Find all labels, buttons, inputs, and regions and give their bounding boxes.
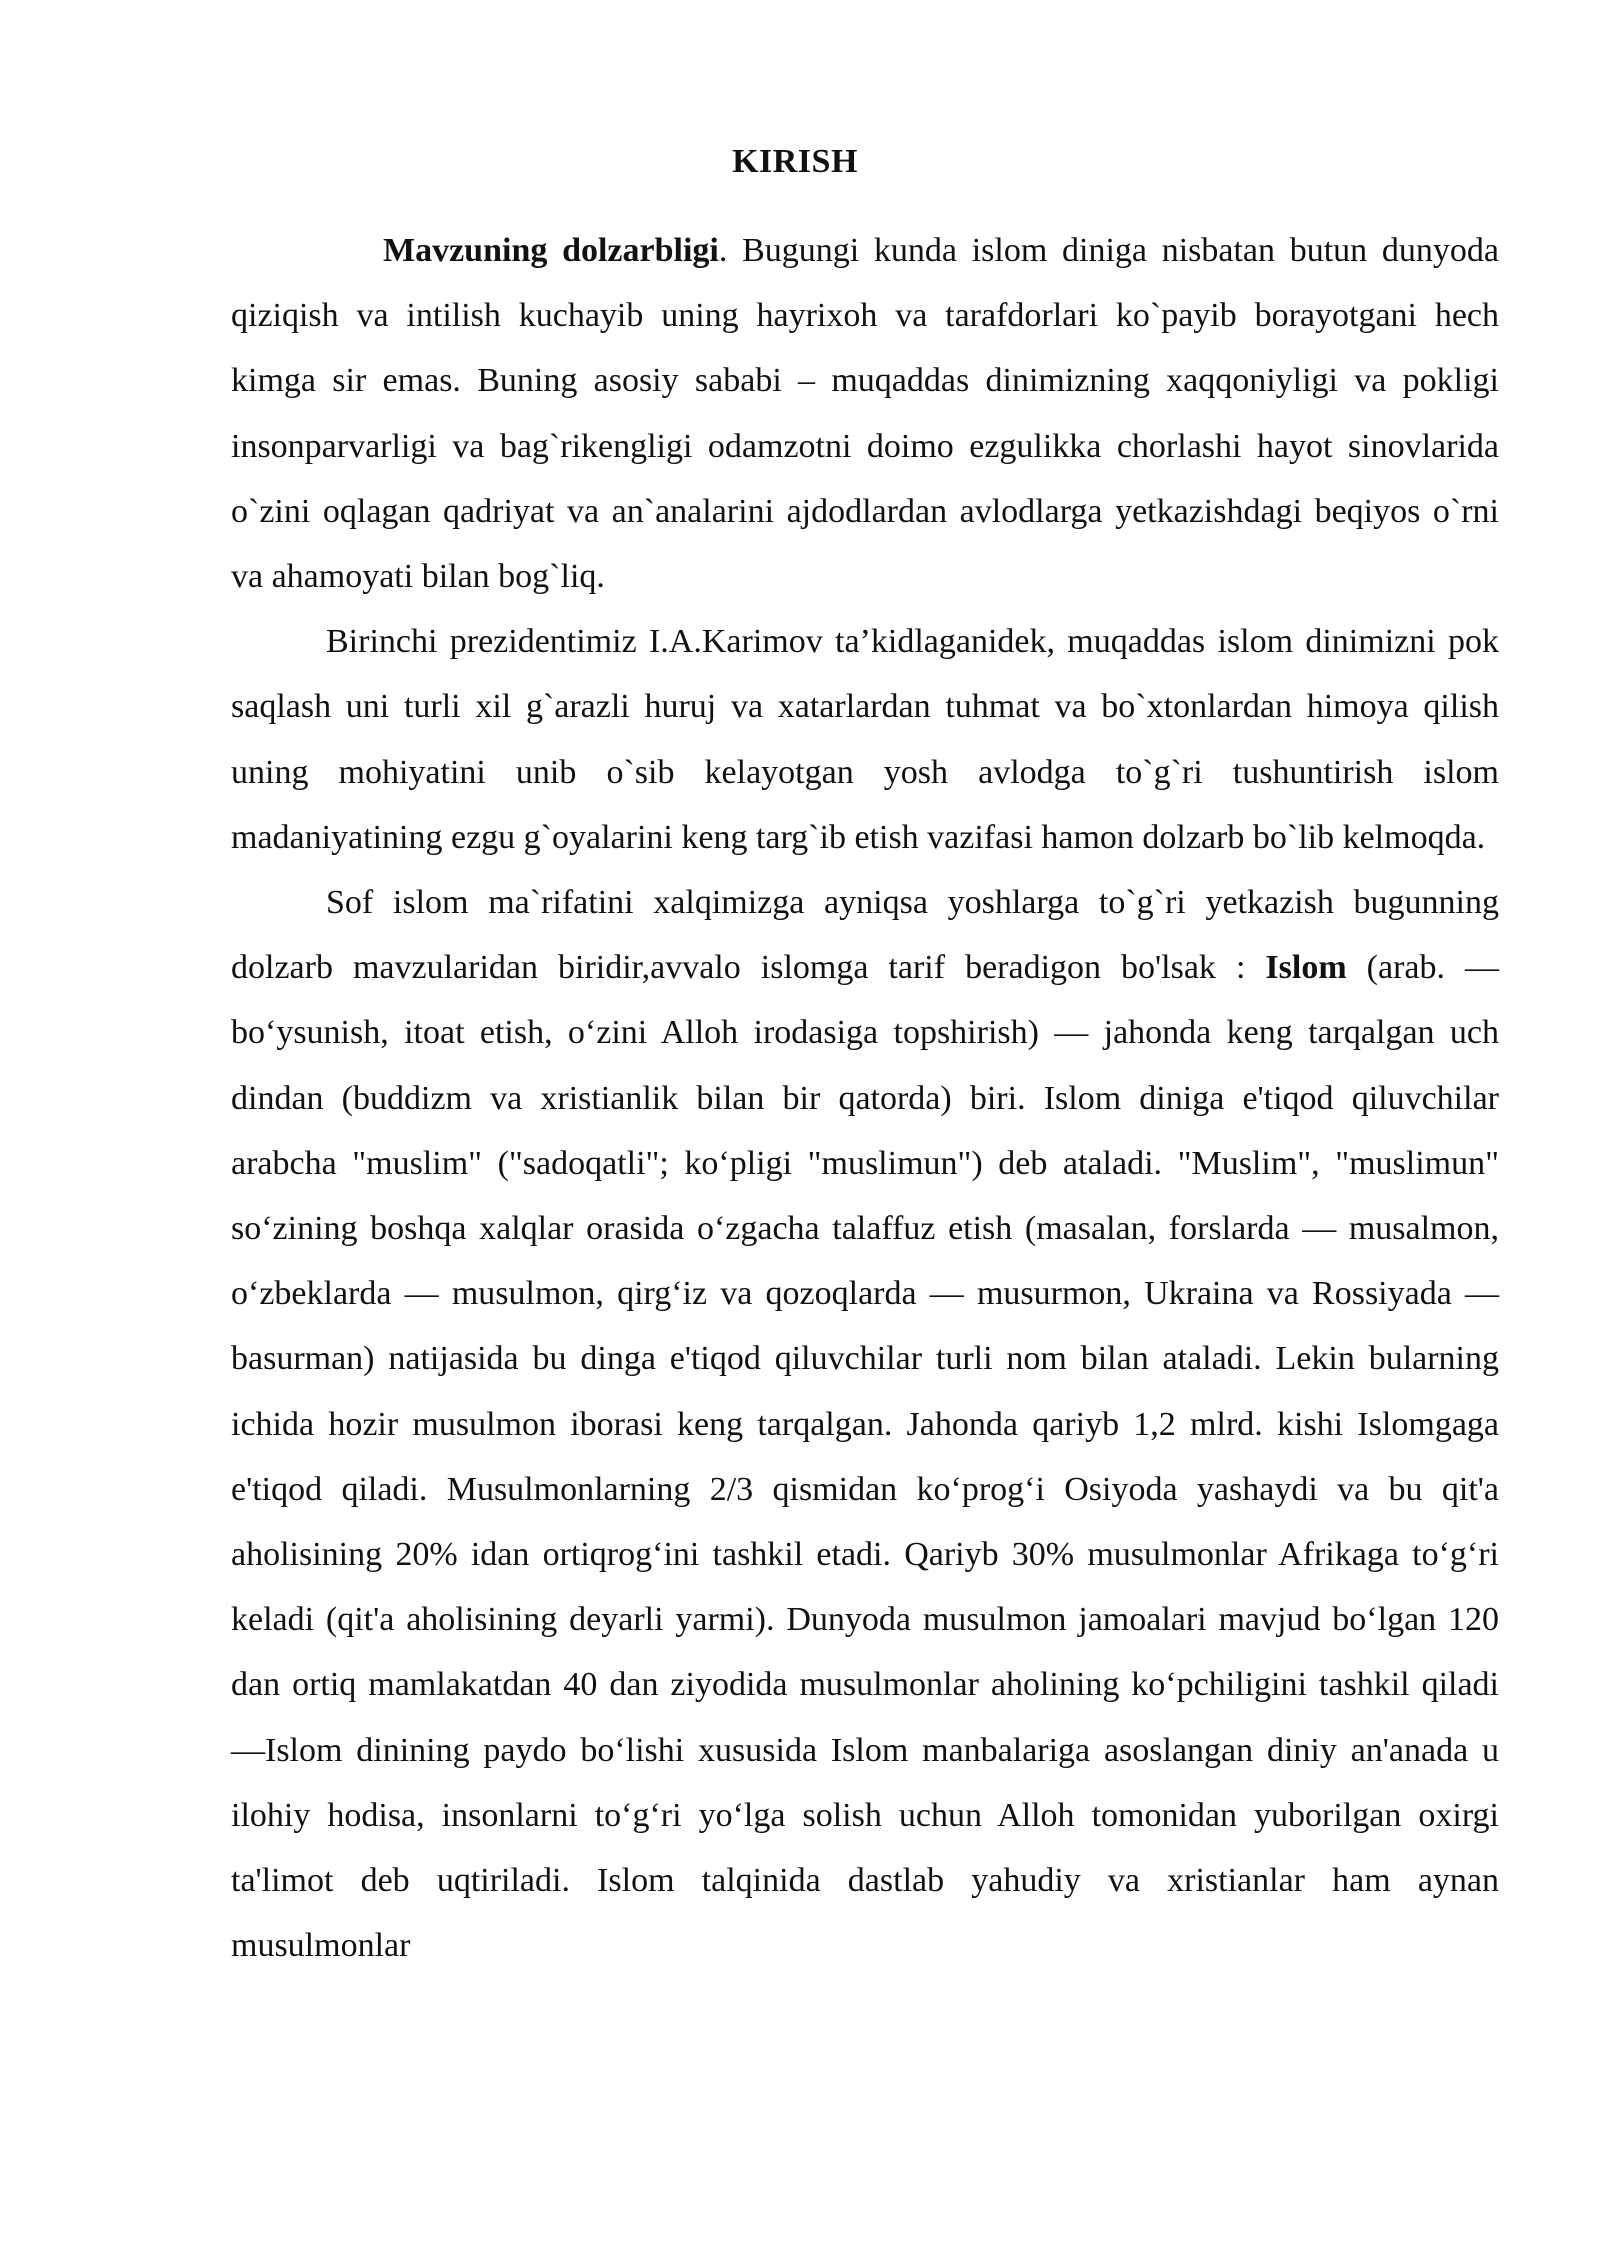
term-islom: Islom	[1265, 949, 1347, 987]
paragraph-relevance	[231, 218, 1499, 609]
page-title: KIRISH	[732, 143, 858, 180]
paragraph-text: . Bugungi kunda islom diniga nisbatan butun dunyoda qiziqish va intilish kuchayib uning hayrixoh va tarafdorlari ko`payib borayotgani hech kimga sir emas. Buning asosiy sababi – muqaddas dinimizning xaqqoniyligi va pokligi insonparvarligi va bag`rikengligi odamzotni doimo ezgulikka chorlashi hayot sinovlarida o`zini oqlagan qadriyat va an`analarini ajdodlardan avlodlarga yetkazishdagi beqiyos o`rni va ahamoyati bilan bog`liq.	[231, 232, 1499, 596]
paragraph-islom-definition	[231, 870, 1499, 1978]
paragraph-text-after: (arab. — bo‘ysunish, itoat etish, o‘zini Alloh irodasiga topshirish) — jahonda keng tarqalgan uch dindan (buddizm va xristianlik bilan bir qatorda) biri. Islom diniga e'tiqod qiluvchilar arabcha "muslim" ("sadoqatli"; ko‘pligi "muslimun") deb ataladi. "Muslim", "muslimun" so‘zining boshqa xalqlar orasida o‘zgacha talaffuz etish (masalan, forslarda — musalmon, o‘zbeklarda — musulmon, qirg‘iz va qozoqlarda — musurmon, Ukraina va Rossiyada — basurman) natijasida bu dinga e'tiqod qiluvchilar turli nom bilan ataladi. Lekin bularning ichida hozir musulmon iborasi keng tarqalgan. Jahonda qariyb 1,2 mlrd. kishi Islomgaga e'tiqod qiladi. Musulmonlarning 2/3 qismidan ko‘prog‘i Osiyoda yashaydi va bu qit'a aholisining 20% idan ortiqrog‘ini tashkil etadi. Qariyb 30% musulmonlar Afrikaga to‘g‘ri keladi (qit'a aholisining deyarli yarmi). Dunyoda musulmon jamoalari mavjud bo‘lgan 120 dan ortiq mamlakatdan 40 dan ziyodida musulmonlar aholining ko‘pchiligini tashkil qiladi —Islom dinining paydo bo‘lishi xususida Islom manbalariga asoslangan diniy an'anada u ilohiy hodisa, insonlarni to‘g‘ri yo‘lga solish uchun Alloh tomonidan yuborilgan oxirgi ta'limot deb uqtiriladi. Islom talqinida dastlab yahudiy va xristianlar ham aynan musulmonlar	[231, 949, 1499, 1965]
paragraph-text-before: Sof islom ma`rifatini xalqimizga ayniqsa yoshlarga to`g`ri yetkazish bugunning dolzarb mavzularidan biridir,avvalo islomga tarif beradigon bo'lsak :	[231, 884, 1499, 987]
document-body	[231, 218, 1499, 1978]
paragraph-karimov	[231, 609, 1499, 870]
section-lead: Mavzuning dolzarbligi	[383, 232, 719, 269]
paragraph-text: Birinchi prezidentimiz I.A.Karimov ta’kidlaganidek, muqaddas islom dinimizni pok saqlash uni turli xil g`arazli huruj va xatarlardan tuhmat va bo`xtonlardan himoya qilish uning mohiyatini unib o`sib kelayotgan yosh avlodga to`g`ri tushuntirish islom madaniyatining ezgu g`oyalarini keng targ`ib etish vazifasi hamon dolzarb bo`lib kelmoqda.	[231, 623, 1499, 856]
